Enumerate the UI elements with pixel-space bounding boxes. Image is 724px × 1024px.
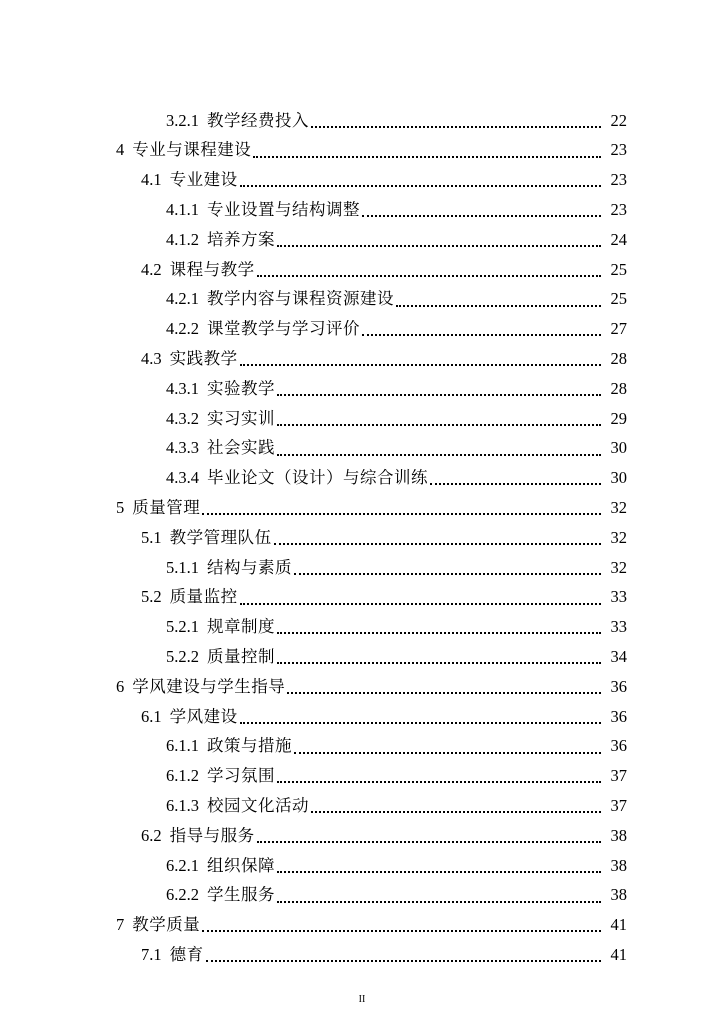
toc-section-number: 5.1: [141, 527, 162, 547]
toc-dot-leader: [311, 798, 603, 814]
toc-entry[interactable]: [0, 106, 724, 136]
toc-page-number: 36: [610, 706, 627, 726]
toc-dot-leader: [277, 411, 603, 427]
toc-section-number: 5.2.1: [166, 617, 199, 637]
toc-section-title: 组织保障: [207, 855, 275, 875]
toc-entry-label: [0, 557, 294, 577]
toc-dot-leader: [240, 172, 603, 188]
toc-page-number: 28: [610, 349, 627, 369]
toc-section-title: 学生服务: [207, 885, 275, 905]
toc-page-number: 28: [610, 378, 627, 398]
toc-dot-leader: [206, 947, 603, 963]
toc-entry[interactable]: [0, 940, 724, 970]
toc-section-number: 6.1.1: [166, 736, 199, 756]
toc-entry-label: [0, 706, 240, 726]
toc-page-number: 32: [610, 557, 627, 577]
toc-page-number: 25: [610, 289, 627, 309]
table-of-contents: [0, 106, 724, 970]
toc-section-number: 3.2.1: [166, 110, 199, 130]
toc-page-number: 36: [610, 676, 627, 696]
toc-entry[interactable]: [0, 762, 724, 792]
toc-page-number: 25: [610, 259, 627, 279]
toc-section-number: 6.1.2: [166, 766, 199, 786]
toc-entry-label: [0, 646, 277, 666]
toc-entry-label: [0, 142, 253, 159]
toc-section-number: 4.3.3: [166, 438, 199, 458]
toc-section-title: 质量监控: [169, 587, 238, 607]
toc-page-number: 41: [610, 944, 627, 964]
toc-entry-label: [0, 619, 277, 636]
toc-dot-leader: [277, 888, 603, 904]
toc-entry-label: [0, 440, 277, 457]
toc-entry-label: [0, 887, 277, 904]
toc-dot-leader: [274, 530, 603, 546]
toc-entry-label: [0, 378, 277, 398]
toc-section-number: 5: [116, 498, 125, 517]
toc-section-title: 学风建设: [169, 706, 238, 726]
toc-entry[interactable]: [0, 136, 724, 166]
toc-section-number: 4.3.1: [166, 378, 199, 398]
toc-dot-leader: [277, 858, 603, 874]
toc-entry-label: [0, 321, 362, 338]
toc-section-number: 5.1.1: [166, 557, 199, 577]
toc-entry-label: [0, 944, 206, 964]
toc-dot-leader: [430, 470, 603, 486]
toc-section-title: 专业设置与结构调整: [207, 200, 360, 220]
toc-section-number: 7.1: [141, 944, 162, 964]
toc-section-title: 实践教学: [169, 349, 238, 369]
toc-section-number: 6.2: [141, 825, 162, 845]
toc-dot-leader: [294, 739, 603, 755]
toc-section-title: 校园文化活动: [207, 795, 309, 815]
toc-section-title: 毕业论文（设计）与综合训练: [207, 468, 428, 488]
toc-section-number: 7: [116, 915, 125, 935]
toc-page-number: 33: [610, 617, 627, 637]
toc-entry-label: [0, 676, 287, 696]
toc-entry[interactable]: [0, 344, 724, 374]
toc-section-title: 培养方案: [207, 229, 275, 249]
toc-page-number: 33: [610, 587, 627, 607]
toc-entry[interactable]: [0, 732, 724, 762]
toc-page-number: 32: [610, 527, 627, 547]
toc-page-number: 22: [610, 110, 627, 130]
toc-entry[interactable]: [0, 821, 724, 851]
toc-dot-leader: [287, 679, 603, 695]
toc-entry[interactable]: [0, 195, 724, 225]
toc-entry[interactable]: [0, 881, 724, 911]
toc-page-number: 23: [610, 140, 627, 160]
toc-page-number: 29: [610, 408, 627, 428]
toc-entry[interactable]: [0, 702, 724, 732]
toc-entry[interactable]: [0, 851, 724, 881]
toc-section-number: 6.1: [141, 706, 162, 726]
toc-section-number: 4.3.4: [166, 468, 199, 488]
toc-entry[interactable]: [0, 434, 724, 464]
toc-entry-label: [0, 470, 430, 487]
toc-section-number: 4.2.2: [166, 319, 199, 339]
toc-section-title: 教学经费投入: [207, 110, 309, 130]
toc-entry-label: [0, 500, 202, 517]
toc-entry-label: [0, 527, 274, 547]
toc-entry-label: [0, 172, 240, 189]
toc-entry[interactable]: [0, 464, 724, 494]
toc-section-number: 4.2: [141, 259, 162, 279]
toc-section-title: 规章制度: [207, 617, 275, 637]
toc-section-number: 4.2.1: [166, 289, 199, 309]
toc-entry[interactable]: [0, 613, 724, 643]
toc-section-number: 6.2.1: [166, 855, 199, 875]
toc-section-title: 教学管理队伍: [169, 527, 272, 547]
toc-section-number: 5.2.2: [166, 646, 199, 666]
toc-dot-leader: [277, 649, 603, 665]
toc-entry[interactable]: [0, 285, 724, 315]
toc-section-title: 社会实践: [207, 438, 275, 458]
toc-section-number: 4.1.2: [166, 229, 199, 249]
toc-section-title: 课程与教学: [169, 259, 255, 279]
toc-entry[interactable]: [0, 493, 724, 523]
toc-section-title: 学风建设与学生指导: [132, 676, 286, 696]
toc-dot-leader: [202, 500, 603, 516]
toc-section-number: 4.1: [141, 170, 162, 190]
toc-section-title: 政策与措施: [207, 736, 292, 756]
toc-entry-label: [0, 408, 277, 428]
toc-page-number: 23: [610, 170, 627, 190]
toc-section-title: 教学内容与课程资源建设: [207, 289, 394, 309]
toc-entry[interactable]: [0, 642, 724, 672]
toc-dot-leader: [240, 590, 603, 606]
toc-page-number: 27: [610, 319, 627, 339]
toc-entry-label: [0, 229, 277, 249]
toc-page-number: 38: [610, 855, 627, 875]
toc-entry-label: [0, 110, 311, 130]
toc-entry[interactable]: [0, 583, 724, 613]
toc-dot-leader: [311, 113, 603, 129]
toc-section-number: 6: [116, 676, 125, 696]
toc-entry-label: [0, 917, 202, 934]
toc-entry[interactable]: [0, 523, 724, 553]
toc-page-number: 38: [610, 825, 627, 845]
toc-entry-label: [0, 855, 277, 875]
toc-page-number: 23: [610, 200, 627, 220]
toc-entry[interactable]: [0, 911, 724, 941]
toc-dot-leader: [202, 917, 603, 933]
toc-entry-label: [0, 589, 240, 606]
toc-section-number: 6.1.3: [166, 795, 199, 815]
toc-section-title: 结构与素质: [207, 557, 292, 577]
toc-section-title: 学习氛围: [207, 766, 275, 786]
toc-page-number: 37: [610, 766, 627, 786]
toc-section-title: 教学质量: [132, 915, 201, 935]
toc-entry[interactable]: [0, 553, 724, 583]
toc-section-number: 4.3.2: [166, 408, 199, 428]
toc-dot-leader: [240, 351, 603, 367]
toc-entry-label: [0, 825, 257, 845]
toc-entry-label: [0, 291, 396, 308]
toc-section-title: 专业与课程建设: [132, 140, 252, 160]
toc-entry-label: [0, 202, 362, 219]
toc-section-title: 实习实训: [207, 408, 275, 428]
toc-dot-leader: [277, 381, 603, 397]
toc-dot-leader: [277, 232, 603, 248]
toc-entry[interactable]: [0, 255, 724, 285]
toc-section-number: 6.2.2: [166, 885, 199, 905]
toc-section-title: 德育: [169, 944, 204, 964]
toc-page-number: 30: [610, 438, 627, 458]
toc-entry[interactable]: [0, 225, 724, 255]
toc-dot-leader: [362, 321, 603, 337]
toc-dot-leader: [294, 560, 603, 576]
toc-section-title: 专业建设: [169, 170, 238, 190]
toc-entry[interactable]: [0, 404, 724, 434]
toc-section-number: 5.2: [141, 587, 162, 607]
toc-section-number: 4.3: [141, 349, 162, 369]
toc-entry-label: [0, 351, 240, 368]
toc-dot-leader: [362, 202, 603, 218]
toc-dot-leader: [253, 143, 603, 159]
toc-entry-label: [0, 768, 277, 785]
toc-section-title: 课堂教学与学习评价: [207, 319, 360, 339]
toc-dot-leader: [277, 619, 603, 635]
toc-dot-leader: [257, 262, 603, 278]
toc-section-number: 4: [116, 140, 125, 160]
toc-entry-label: [0, 259, 257, 279]
toc-page-number: 34: [610, 646, 627, 666]
toc-section-title: 质量控制: [207, 646, 275, 666]
toc-page-number: 41: [610, 915, 627, 935]
page-number: II: [358, 994, 366, 1005]
toc-page-number: 37: [610, 795, 627, 815]
toc-page-number: 24: [610, 229, 627, 249]
toc-section-title: 实验教学: [207, 378, 275, 398]
toc-page-number: 32: [610, 498, 627, 517]
toc-section-number: 4.1.1: [166, 200, 199, 220]
toc-entry[interactable]: [0, 315, 724, 345]
toc-section-title: 指导与服务: [169, 825, 255, 845]
toc-entry[interactable]: [0, 791, 724, 821]
toc-dot-leader: [257, 828, 603, 844]
toc-section-title: 质量管理: [132, 498, 201, 517]
toc-entry[interactable]: [0, 166, 724, 196]
toc-dot-leader: [277, 768, 603, 784]
toc-dot-leader: [277, 441, 603, 457]
toc-entry-label: [0, 738, 294, 755]
toc-entry[interactable]: [0, 374, 724, 404]
toc-page-number: 38: [610, 885, 627, 905]
toc-entry[interactable]: [0, 672, 724, 702]
toc-dot-leader: [396, 292, 603, 308]
toc-page-number: 30: [610, 468, 627, 488]
toc-page-number: 36: [610, 736, 627, 756]
toc-entry-label: [0, 795, 311, 815]
toc-dot-leader: [240, 709, 603, 725]
